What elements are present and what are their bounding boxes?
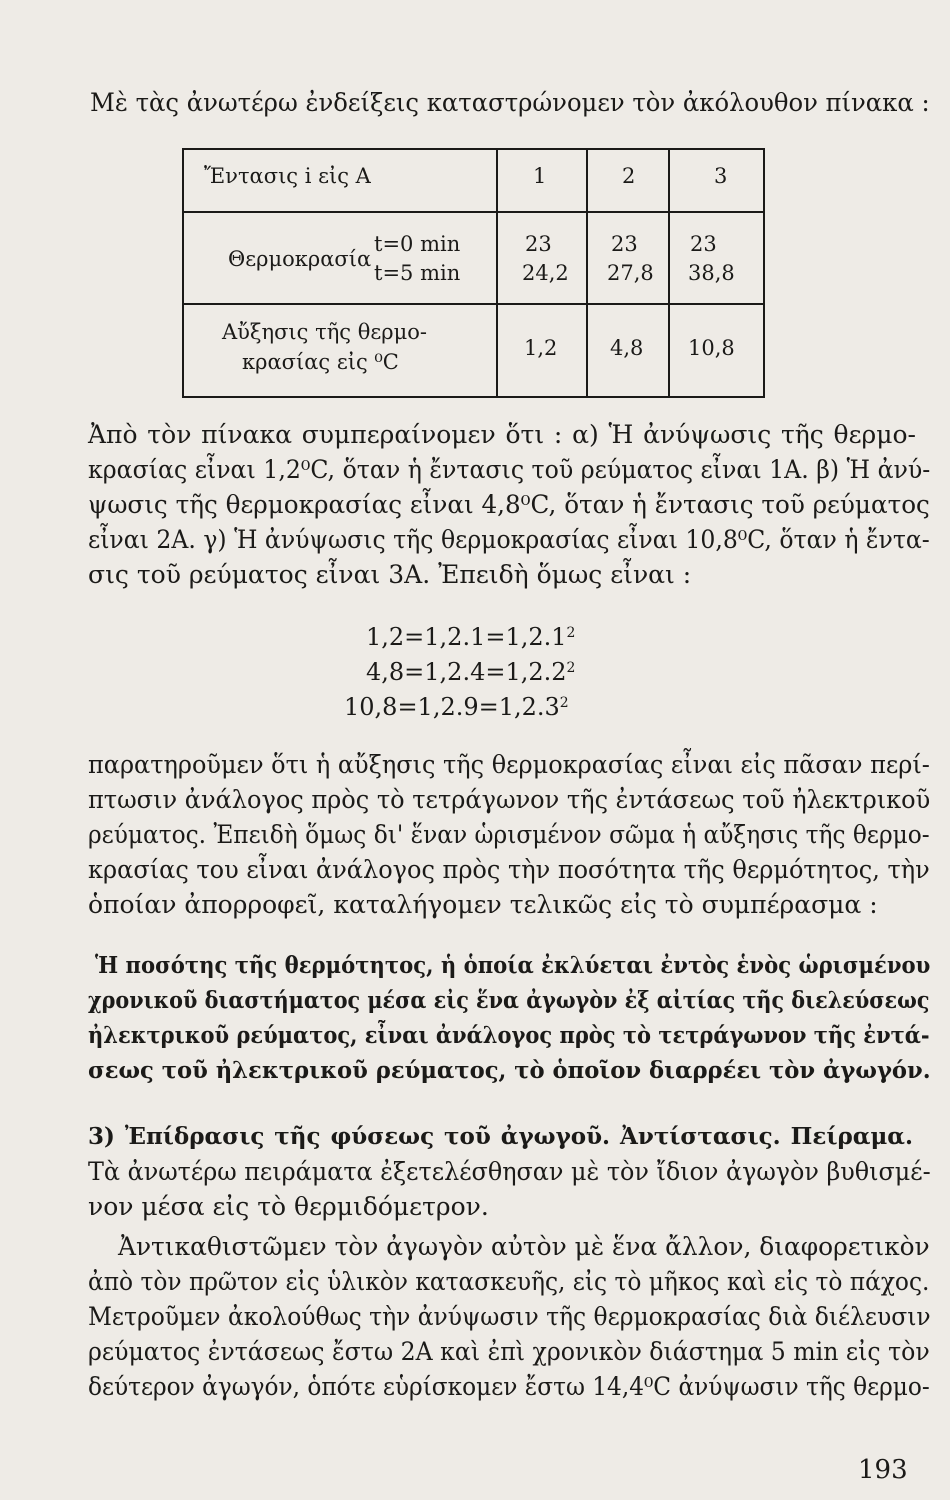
para1-line: ψωσις τῆς θερμοκρασίας εἶναι 4,8⁰C, ὅταν ἡ ἔντασις τοῦ ρεύματος bbox=[88, 490, 930, 519]
section-heading: 3) Ἐπίδρασις τῆς φύσεως τοῦ ἀγωγοῦ. Ἀντίστασις. Πείραμα. bbox=[88, 1123, 913, 1150]
rise-label-line-1: Αὔξησις τῆς θερμο- bbox=[222, 320, 427, 344]
t0-value-3: 23 bbox=[690, 232, 717, 256]
para4-line: δεύτερον ἀγωγόν, ὁπότε εὑρίσκομεν ἔστω 14,4⁰C ἀνύψωσιν τῆς θερμο- bbox=[88, 1372, 930, 1401]
para4-line: ρεύματος ἐντάσεως ἔστω 2Α καὶ ἐπὶ χρονικὸν διάστημα 5 min εἰς τὸν bbox=[88, 1337, 930, 1366]
data-table bbox=[182, 148, 765, 398]
para2-line: πτωσιν ἀνάλογος πρὸς τὸ τετράγωνον τῆς ἐντάσεως τοῦ ἠλεκτρικοῦ bbox=[88, 785, 931, 814]
temperature-label: Θερμοκρασία bbox=[228, 247, 372, 271]
t5-label: t=5 min bbox=[374, 261, 461, 285]
formula-3: $10,8=1,2.9=1,2.3^2$ bbox=[344, 693, 569, 721]
t5-value-1: 24,2 bbox=[522, 261, 569, 285]
t5-value-2: 27,8 bbox=[607, 261, 654, 285]
conclusion-line: σεως τοῦ ἠλεκτρικοῦ ρεύματος, τὸ ὁποῖον διαρρέει τὸν ἀγωγόν. bbox=[88, 1057, 931, 1084]
para4-line: Ἀντικαθιστῶμεν τὸν ἀγωγὸν αὐτὸν μὲ ἕνα ἄλλον, διαφορετικὸν bbox=[118, 1232, 930, 1261]
rise-value-2: 4,8 bbox=[610, 336, 644, 360]
para3-line: νον μέσα εἰς τὸ θερμιδόμετρον. bbox=[88, 1192, 489, 1221]
conclusion-line: Ἡ ποσότης τῆς θερμότητος, ἡ ὁποία ἐκλύεται ἐντὸς ἑνὸς ὡρισμένου bbox=[95, 952, 931, 979]
t5-value-3: 38,8 bbox=[688, 261, 735, 285]
para4-line: ἀπὸ τὸν πρῶτον εἰς ὑλικὸν κατασκευῆς, εἰς τὸ μῆκος καὶ εἰς τὸ πάχος. bbox=[88, 1267, 930, 1296]
para2-line: κρασίας του εἶναι ἀνάλογος πρὸς τὴν ποσότητα τῆς θερμότητος, τὴν bbox=[88, 855, 930, 884]
t0-label: t=0 min bbox=[374, 232, 461, 256]
rise-value-3: 10,8 bbox=[688, 336, 735, 360]
intro-line: Μὲ τὰς ἀνωτέρω ἐνδείξεις καταστρώνομεν τὸν ἀκόλουθον πίνακα : bbox=[90, 88, 930, 117]
rise-label-line-2: κρασίας εἰς ⁰C bbox=[242, 350, 399, 374]
para1-line: σις τοῦ ρεύματος εἶναι 3Α. Ἐπειδὴ ὅμως εἶναι : bbox=[88, 560, 692, 589]
col-header-2: 2 bbox=[622, 164, 636, 188]
formula-2: $4,8=1,2.4=1,2.2^2$ bbox=[366, 658, 576, 686]
col-header-1: 1 bbox=[533, 164, 547, 188]
t0-value-2: 23 bbox=[611, 232, 638, 256]
t0-value-1: 23 bbox=[525, 232, 552, 256]
para1-line: Ἀπὸ τὸν πίνακα συμπεραίνομεν ὅτι : α) Ἡ ἀνύψωσις τῆς θερμο- bbox=[88, 420, 916, 449]
header-label: Ἔντασις i εἰς A bbox=[204, 164, 371, 188]
para3-line: Τὰ ἀνωτέρω πειράματα ἐξετελέσθησαν μὲ τὸν ἴδιον ἀγωγὸν βυθισμέ- bbox=[88, 1157, 931, 1186]
para1-line: κρασίας εἶναι 1,2⁰C, ὅταν ἡ ἔντασις τοῦ ρεύματος εἶναι 1Α. β) Ἡ ἀνύ- bbox=[88, 455, 931, 484]
col-header-3: 3 bbox=[714, 164, 728, 188]
para2-line: παρατηροῦμεν ὅτι ἡ αὔξησις τῆς θερμοκρασίας εἶναι εἰς πᾶσαν περί- bbox=[88, 750, 930, 779]
formula-1: $1,2=1,2.1=1,2.1^2$ bbox=[366, 623, 576, 651]
page-number: 193 bbox=[858, 1455, 908, 1485]
conclusion-line: χρονικοῦ διαστήματος μέσα εἰς ἕνα ἀγωγὸν ἐξ αἰτίας τῆς διελεύσεως bbox=[88, 987, 930, 1014]
rise-value-1: 1,2 bbox=[524, 336, 558, 360]
para4-line: Μετροῦμεν ἀκολούθως τὴν ἀνύψωσιν τῆς θερμοκρασίας διὰ διέλευσιν bbox=[88, 1302, 931, 1331]
para1-line: εἶναι 2Α. γ) Ἡ ἀνύψωσις τῆς θερμοκρασίας εἶναι 10,8⁰C, ὅταν ἡ ἔντα- bbox=[88, 525, 930, 554]
para2-line: ὁποίαν ἀπορροφεῖ, καταλήγομεν τελικῶς εἰς τὸ συμπέρασμα : bbox=[88, 890, 878, 919]
para2-line: ρεύματος. Ἐπειδὴ ὅμως δι' ἕναν ὡρισμένον σῶμα ἡ αὔξησις τῆς θερμο- bbox=[88, 820, 930, 849]
conclusion-line: ἠλεκτρικοῦ ρεύματος, εἶναι ἀνάλογος πρὸς τὸ τετράγωνον τῆς ἐντά- bbox=[88, 1022, 930, 1049]
